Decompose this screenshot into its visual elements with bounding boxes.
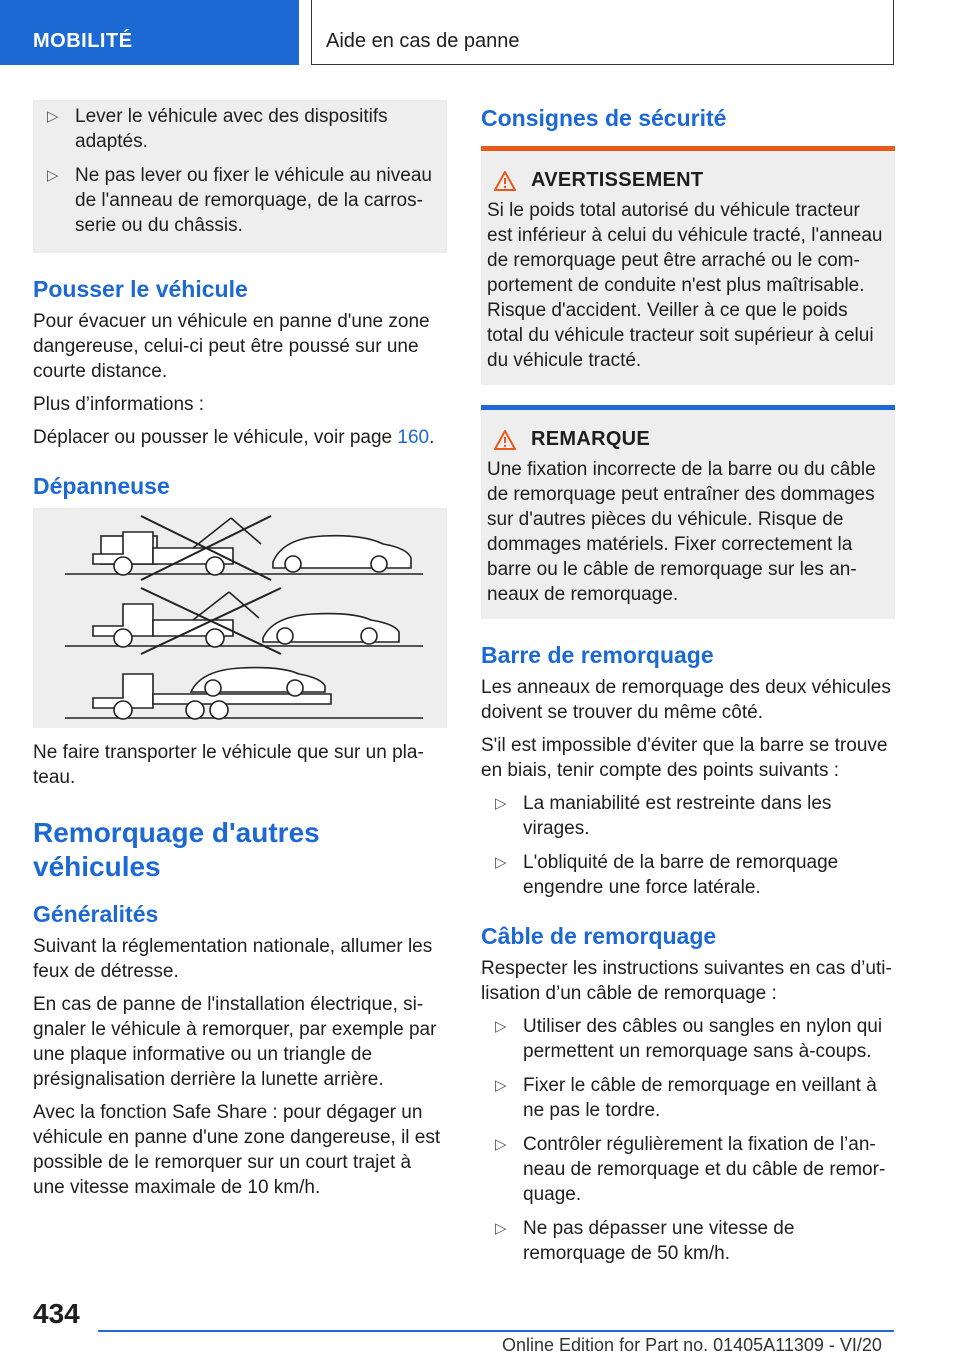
warning-header [487, 151, 887, 198]
list-item [33, 104, 447, 154]
triangle-right-outline-icon: ▷ [495, 1018, 507, 1035]
right-column [481, 100, 895, 1275]
tow-truck-heading: Dépanneuse [33, 473, 170, 499]
tow-bar-paragraph-1: Les anneaux de remorquage des deux véhicules doivent se trouver du même côté. [481, 677, 891, 723]
triangle-right-outline-icon: ▷ [495, 1077, 507, 1094]
footer-divider [98, 1330, 894, 1332]
tow-cable-paragraph: Respecter les instructions suivantes en cas d’utilisation d’un câble de remorquage : [481, 958, 892, 1004]
tow-bar-heading: Barre de remorquage [481, 642, 714, 668]
push-vehicle-heading: Pousser le véhicule [33, 276, 248, 302]
general-paragraph-1: Suivant la réglementation nationale, allumer les feux de détresse. [33, 936, 433, 982]
note-label: REMARQUE [531, 428, 651, 450]
tow-truck-caption: Ne faire transporter le véhicule que sur un plateau. [33, 742, 424, 788]
warning-label: AVERTISSEMENT [531, 169, 704, 191]
tow-cable-heading: Câble de remorquage [481, 923, 717, 949]
list-item-text: Utiliser des câbles ou sangles en nylon qui permettent un remorquage sans à-coups. [523, 1016, 883, 1062]
general-heading: Généralités [33, 901, 159, 927]
warning-text: Si le poids total autorisé du véhicule tracteur est inférieur à celui du véhicule tracté, l'anneau de remorquage peut être arraché ou le comportement de conduite n'est plus maîtrisable. Risque d'accident. Veiller à ce que le poids total du véhicule tracteur soit supérieur à celui du véhicule tracté. [487, 200, 883, 371]
safety-heading: Consignes de sécurité [481, 105, 727, 131]
triangle-right-outline-icon: ▷ [47, 167, 59, 184]
header-section-tab [0, 0, 299, 65]
note-box [481, 405, 895, 619]
cross-reference [33, 425, 447, 450]
triangle-right-outline-icon: ▷ [495, 795, 507, 812]
list-item-text: Ne pas lever ou fixer le véhicule au niveau de l'anneau de remorquage, de la carrosserie ou du châssis. [75, 165, 432, 236]
list-item [481, 1073, 895, 1123]
list-item [481, 1132, 895, 1207]
push-vehicle-text: Pour évacuer un véhicule en panne d'une zone dangereuse, celui-ci peut être poussé sur une courte distance. [33, 311, 430, 382]
footer-edition: Online Edition for Part no. 01405A11309 - VI/20 [502, 1335, 882, 1355]
header-chapter [311, 0, 894, 65]
cross-reference-text: Déplacer ou pousser le véhicule, voir page [33, 427, 398, 448]
left-column [33, 100, 447, 1208]
general-paragraph-2: En cas de panne de l'installation électrique, signaler le véhicule à remorquer, par exemple par une plaque informative ou un triangle de présignalisation derrière la lunette arrière. [33, 994, 437, 1090]
header-section-label: MOBILITÉ [33, 30, 133, 52]
triangle-right-outline-icon: ▷ [47, 108, 59, 125]
list-item-text: L'obliquité de la barre de remorquage engendre une force latérale. [523, 852, 839, 898]
triangle-right-outline-icon: ▷ [495, 1220, 507, 1237]
list-item-text: La maniabilité est restreinte dans les virages. [523, 793, 832, 839]
cross-reference-end: . [429, 427, 435, 448]
list-item [481, 850, 895, 900]
towing-others-heading: Remorquage d'autres véhicules [33, 817, 320, 882]
list-item-text: Ne pas dépasser une vitesse de remorquage de 50 km/h. [523, 1218, 795, 1264]
tow-bar-paragraph-2: S'il est impossible d'éviter que la barre se trouve en biais, tenir compte des points suivants : [481, 735, 888, 781]
more-info-label: Plus d’informations : [33, 394, 205, 415]
warning-box [481, 146, 895, 385]
general-paragraph-3: Avec la fonction Safe Share : pour dégager un véhicule en panne d'une zone dangereuse, il est possible de le remorquer sur un court trajet à une vitesse maximale de 10 km/h. [33, 1102, 441, 1198]
list-item [481, 1014, 895, 1064]
triangle-right-outline-icon: ▷ [495, 854, 507, 871]
warning-triangle-icon [493, 429, 517, 451]
list-item-text: Contrôler régulièrement la fixation de l’anneau de remorquage et du câble de remorquage. [523, 1134, 886, 1205]
page-link[interactable]: 160 [397, 427, 430, 448]
triangle-right-outline-icon: ▷ [495, 1136, 507, 1153]
list-item-text: Lever le véhicule avec des dispositifs adaptés. [75, 106, 388, 152]
lifting-instructions-box [33, 100, 447, 253]
page-number: 434 [33, 1298, 80, 1329]
list-item [481, 791, 895, 841]
header-chapter-label: Aide en cas de panne [326, 30, 520, 52]
list-item [481, 1216, 895, 1266]
note-text: Une fixation incorrecte de la barre ou du câble de remorquage peut entraîner des dommages sur d'autres pièces du véhicule. Risque de dommages matériels. Fixer correctement la barre ou le câble de remorquage sur les anneaux de remorquage. [487, 459, 876, 605]
list-item [33, 163, 447, 238]
tow-truck-diagram-svg [33, 508, 447, 728]
tow-truck-illustration [33, 508, 447, 728]
warning-triangle-icon [493, 170, 517, 192]
note-header [487, 410, 887, 457]
list-item-text: Fixer le câble de remorquage en veillant à ne pas le tordre. [523, 1075, 877, 1121]
